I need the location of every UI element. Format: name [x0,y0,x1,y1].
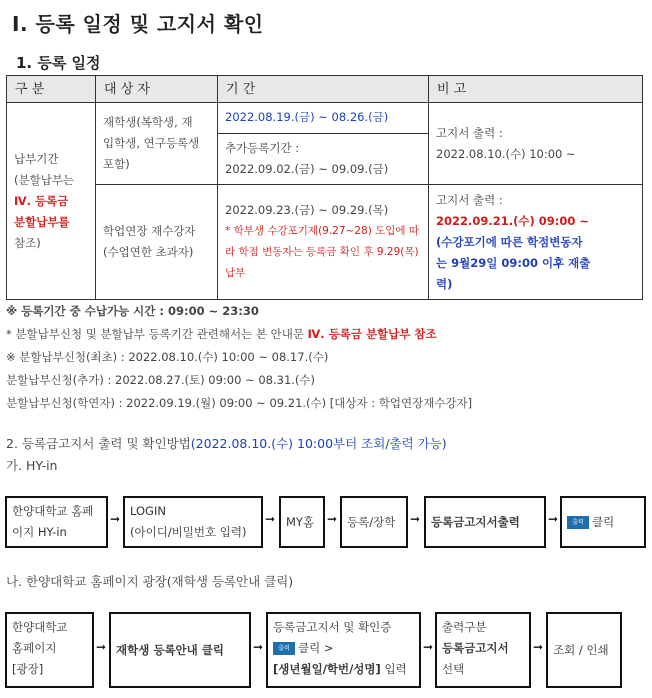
period-cell [218,103,429,185]
flow-a-step-homepage [5,496,108,548]
remark-cell [429,103,643,185]
schedule-table [6,75,643,300]
flow-b-step-text: 입력 [380,662,407,676]
category-line: 납부기간 [14,151,59,166]
section-title-print-text: 2. 등록금고지서 출력 및 확인방법 [6,436,191,451]
flow-a-step-print-menu: 등록금고지서출력 [424,496,546,548]
period-extra [218,134,428,184]
period-note: 납부 [225,267,246,279]
target-cell [96,185,218,300]
category-line: (분할납부는 [14,172,75,187]
page-title: Ⅰ. 등록 일정 및 고지서 확인 [12,12,264,36]
flow-a-step-text: 한양대학교 홈페 [12,504,94,518]
period-main: 2022.08.19.(금) ~ 08.26.(금) [218,103,428,134]
flow-b-step-text: 홈페이지 [12,641,57,655]
header-category: 구 분 [7,76,96,103]
table-row [7,103,643,185]
period-cell [218,185,429,300]
remark-note: 는 9월29일 09:00 이후 재출 [436,255,591,270]
arrow-icon: ➞ [265,512,276,526]
header-target: 대 상 자 [96,76,218,103]
period-extra-value: 2022.09.02.(금) ~ 09.09.(금) [225,162,389,176]
header-period: 기 간 [218,76,429,103]
remark-label: 고지서 출력 : [436,125,503,140]
category-cell [7,103,96,300]
flow-b-step-text: 출력구분 [442,620,487,634]
arrow-icon: ➞ [548,512,559,526]
category-ref: 분할납부를 [14,214,70,229]
category-ref: Ⅳ. 등록금 [14,193,69,208]
print-button-icon: 출력 [273,642,295,655]
note-installment-first: ※ 분할납부신청(최초) : 2022.08.10.(수) 10:00 ~ 08.17.(수) [6,350,329,364]
flow-a-step-text: 이지 HY-in [12,525,67,539]
flow-b-step-text: 한양대학교 [12,620,68,634]
flow-a-step-click [560,496,646,548]
arrow-icon: ➞ [410,512,421,526]
flow-b-step-select [435,612,531,688]
arrow-icon: ➞ [423,640,434,654]
flow-b-step-text-bold: [생년월일/학번/성명] [273,662,381,676]
section-title-print-highlight: (2022.08.10.(수) 10:00부터 조회/출력 가능) [190,436,447,451]
note-installment-additional: 분할납부신청(추가) : 2022.08.27.(토) 09:00 ~ 08.31.(수) [6,373,316,387]
flow-b-step-text-bold: 등록금고지서 [442,641,509,655]
flow-a-step-login [123,496,263,548]
flow-a-step-registration: 등록/장학 [340,496,408,548]
target-cell [96,103,218,185]
flow-b-step-input [273,659,414,680]
flow-b-step-guide: 재학생 등록안내 클릭 [109,612,251,688]
header-remark: 비 고 [429,76,643,103]
flow-b-step-print-input [266,612,421,688]
note-installment-extended: 분할납부신청(학연자) : 2022.09.19.(월) 09:00 ~ 09.21.(수) [대상자 : 학업연장재수강자] [6,396,473,410]
flow-a-step-text: LOGIN [130,504,166,518]
flow-b-label: 나. 한양대학교 홈페이지 광장(재학생 등록안내 클릭) [6,574,294,589]
arrow-icon: ➞ [253,640,264,654]
target-line: 재학생(복학생, 재 [103,115,193,129]
section-title-print [6,434,447,452]
flow-b-step-click [273,638,414,659]
note-installment [6,326,437,342]
flow-b-step-homepage [5,612,94,688]
note-installment-text: * 분할납부신청 및 분할납부 등록기간 관련해서는 본 안내문 [6,327,308,341]
remark-cell [429,185,643,300]
arrow-icon: ➞ [96,640,107,654]
flow-a-step-text: (아이디/비밀번호 입력) [130,525,247,539]
flow-a-step-myhome: MY홈 [279,496,325,548]
remark-value: 2022.08.10.(수) 10:00 ~ [436,146,576,161]
remark-label: 고지서 출력 : [436,192,503,207]
flow-b-step-text: [광장] [12,662,44,676]
table-header-row [7,76,643,103]
arrow-icon: ➞ [533,640,544,654]
period-note: 라 학점 변동자는 등록금 확인 후 9.29(목) [225,246,419,258]
target-line: 입학생, 연구등록생 [103,136,200,150]
flow-b-step-text: 등록금고지서 및 확인증 [273,620,392,634]
remark-note: (수강포기에 따른 학점변동자 [436,234,583,249]
table-row [7,185,643,300]
category-line: 참조) [14,235,41,250]
period-extra-label: 추가등록기간 : [225,141,300,155]
remark-value: 2022.09.21.(수) 09:00 ~ [436,213,589,228]
period-note: * 학부생 수강포기제(9.27~28) 도입에 따 [225,225,420,237]
arrow-icon: ➞ [110,512,121,526]
target-line: 포함) [103,157,130,171]
note-installment-ref: Ⅳ. 등록금 분할납부 참조 [307,327,437,341]
target-line: (수업연한 초과자) [103,245,194,259]
flow-b-step-text: 선택 [442,662,465,676]
remark-note: 력) [436,276,453,291]
flow-b-step-print: 조회 / 인쇄 [546,612,622,688]
note-payment-hours: ※ 등록기간 중 수납가능 시간 : 09:00 ~ 23:30 [6,304,259,318]
print-button-icon: 출력 [567,516,589,529]
target-line: 학업연장 재수강자 [103,224,196,238]
flow-b-step-text: 클릭 > [298,641,334,655]
flow-a-label: 가. HY-in [6,458,58,473]
period-main: 2022.09.23.(금) ~ 09.29.(목) [225,203,389,217]
section-title-schedule: 1. 등록 일정 [16,54,101,72]
flow-a-step-text: 클릭 [592,515,615,529]
arrow-icon: ➞ [327,512,338,526]
